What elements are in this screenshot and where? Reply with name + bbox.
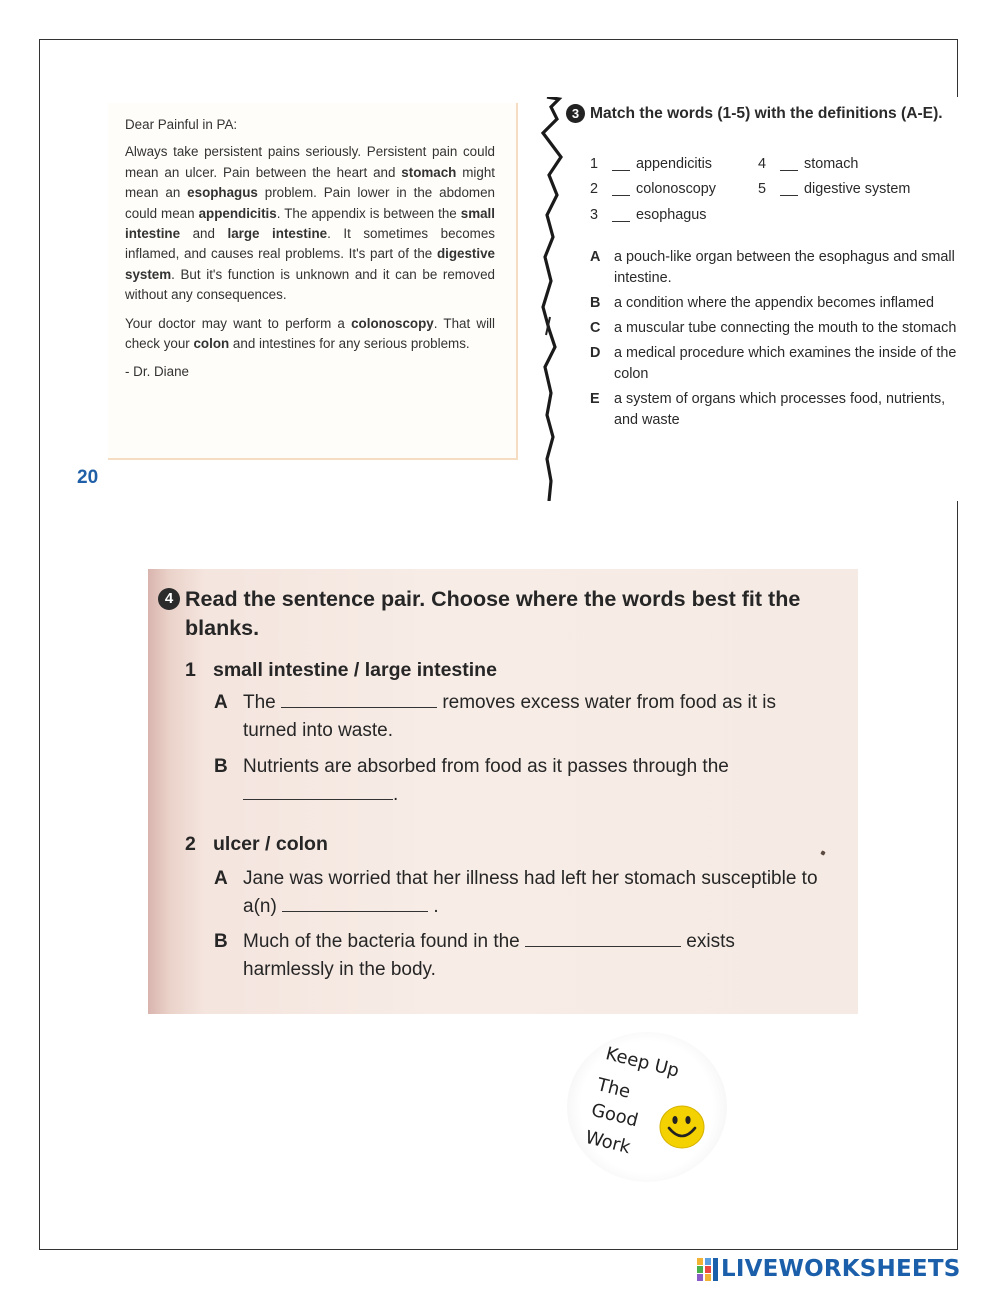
text-run: . That will check your	[125, 315, 495, 352]
sticker-text-line: The	[594, 1074, 633, 1103]
bold-term: digestive system	[125, 246, 495, 282]
letter-greeting: Dear Painful in PA:	[125, 117, 238, 132]
textbook-scan-bottom	[148, 569, 858, 1014]
word-item: 1 appendicitis	[590, 156, 713, 172]
sentence-item: B Much of the bacteria found in the exists harmlessly in the body.	[214, 931, 735, 980]
bold-term: small intestine	[125, 205, 495, 242]
definition-item: B a condition where the appendix becomes inflamed	[590, 295, 934, 311]
exercise-4-number: 4	[158, 588, 180, 610]
bold-term: colon	[193, 336, 230, 352]
answer-blank[interactable]	[525, 931, 681, 947]
sentence-item: B Nutrients are absorbed from food as it passes through the .	[214, 756, 729, 805]
answer-blank[interactable]	[780, 183, 798, 196]
bold-term: appendicitis	[198, 205, 277, 221]
bold-term: stomach	[401, 164, 457, 180]
exercise-3-title: Match the words (1-5) with the definitions (A-E).	[590, 105, 943, 122]
sticker-text-line: Keep Up	[603, 1043, 682, 1082]
letter-signature: - Dr. Diane	[125, 364, 189, 380]
sticker-text-line: Good	[589, 1099, 641, 1132]
sentence-item: A The removes excess water from food as it is turned into waste.	[214, 692, 776, 741]
word-pair-heading: 1 small intestine / large intestine	[185, 659, 497, 681]
answer-blank[interactable]	[282, 896, 428, 912]
letter-paragraph-1	[125, 142, 495, 305]
word-item: 5 digestive system	[758, 181, 911, 197]
text-run: Always take persistent pains seriously. Persistent pain could mean an ulcer. Pain between the heart and	[125, 144, 495, 180]
text-run: might mean an	[125, 164, 495, 201]
exercise-3-number: 3	[566, 104, 585, 123]
page-number: 20	[77, 467, 99, 488]
answer-blank[interactable]	[612, 209, 630, 222]
sticker-text-line: Work	[583, 1126, 633, 1159]
answer-blank[interactable]	[281, 692, 437, 708]
answer-blank[interactable]	[612, 183, 630, 196]
advice-letter	[125, 115, 495, 391]
definition-item: A a pouch-like organ between the esophagus and small intestine.	[590, 249, 955, 286]
word-item: 4 stomach	[758, 156, 859, 172]
bold-term: large intestine	[227, 226, 328, 242]
word-pair-heading: 2 ulcer / colon	[185, 833, 328, 855]
letter-paragraph-2	[125, 314, 495, 355]
text-run: . It sometimes becomes inflamed, and causes real problems. It's part of the	[125, 226, 495, 262]
liveworksheets-brand: LIVEWORKSHEETS	[721, 1256, 961, 1282]
torn-paper-edge	[537, 97, 573, 501]
bold-term: esophagus	[187, 185, 258, 201]
liveworksheets-logo-icon	[697, 1258, 719, 1282]
text-run: . The appendix is between the	[276, 205, 461, 221]
exercise-4-title: Read the sentence pair. Choose where the words best fit the blanks.	[185, 587, 801, 640]
answer-blank[interactable]	[780, 158, 798, 171]
answer-blank[interactable]	[243, 784, 393, 800]
smiley-face-icon	[658, 1104, 706, 1150]
definitions-list	[590, 247, 960, 435]
word-item: 3 esophagus	[590, 207, 707, 223]
definition-item: C a muscular tube connecting the mouth to the stomach	[590, 320, 957, 336]
textbook-scan-top	[40, 97, 958, 501]
text-run: and intestines for any serious problems.	[229, 336, 470, 352]
text-run: problem. Pain lower in the abdomen could mean	[125, 185, 495, 221]
text-run: Your doctor may want to perform a	[125, 315, 352, 331]
keep-up-sticker	[567, 1032, 727, 1182]
text-run: and	[180, 226, 228, 242]
word-item: 2 colonoscopy	[590, 181, 716, 197]
definition-item: E a system of organs which processes food, nutrients, and waste	[590, 391, 946, 428]
definition-item: D a medical procedure which examines the inside of the colon	[590, 345, 957, 382]
bold-term: colonoscopy	[351, 315, 434, 331]
scan-speck	[820, 850, 825, 855]
text-run: . But it's function is unknown and it can be removed without any consequences.	[125, 266, 495, 303]
answer-blank[interactable]	[612, 158, 630, 171]
sentence-item: A Jane was worried that her illness had left her stomach susceptible to a(n) .	[214, 868, 818, 917]
